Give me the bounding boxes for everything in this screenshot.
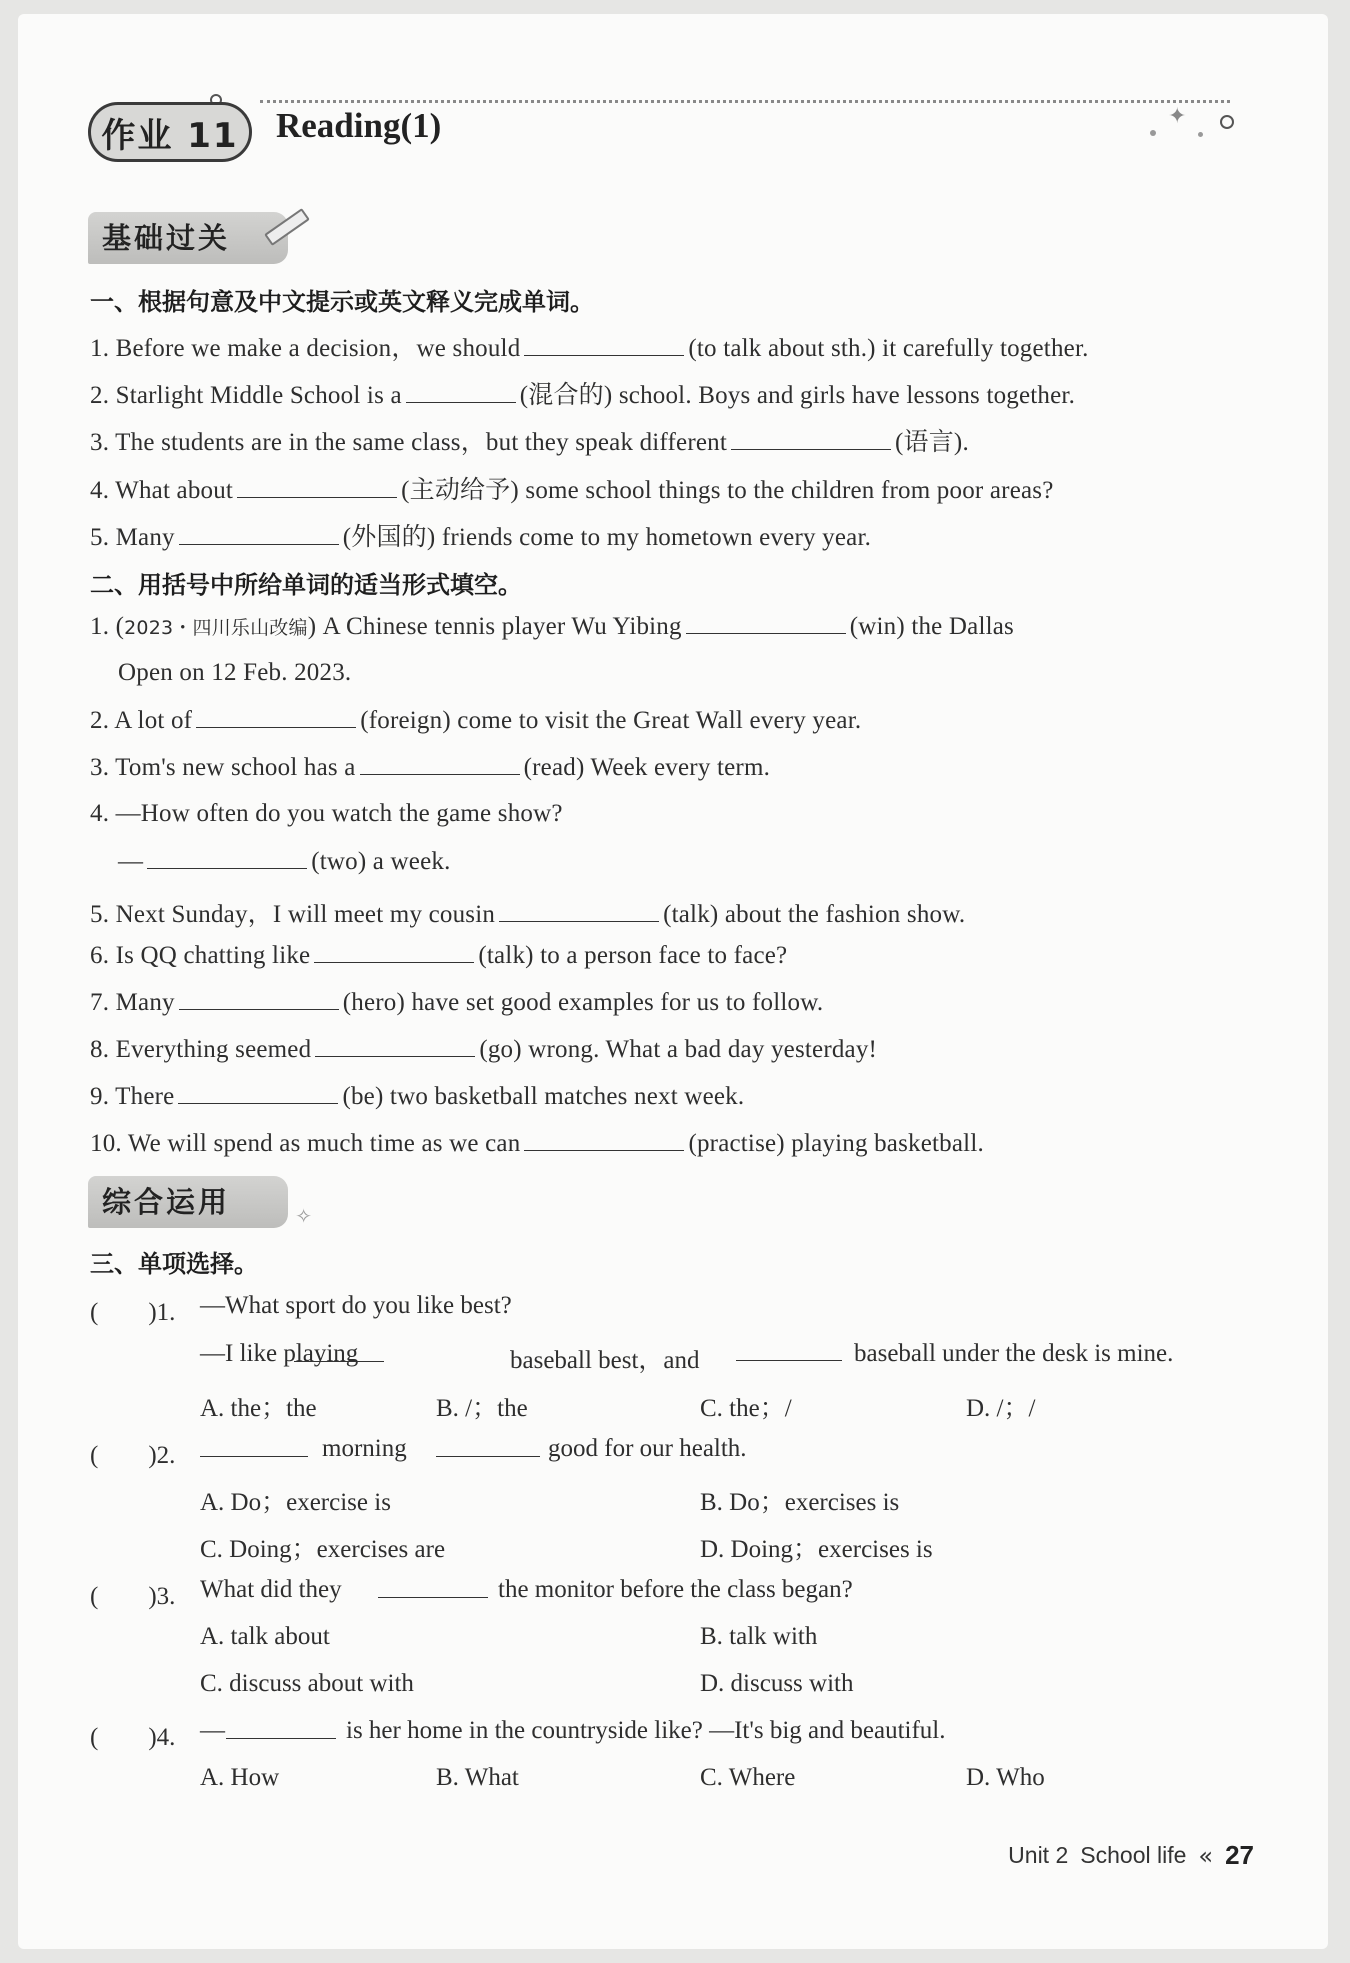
circle-decoration-icon	[1220, 115, 1234, 129]
question-line: 3. Tom's new school has a (read) Week every term.	[90, 754, 771, 781]
option-b[interactable]: B. What	[436, 1764, 519, 1791]
homework-badge: 作业 11	[88, 102, 252, 162]
header-dotted-rule	[260, 100, 1230, 103]
option-b[interactable]: B. talk with	[700, 1623, 818, 1650]
option-b[interactable]: B. /；the	[436, 1395, 528, 1422]
question-line: 1. (2023・四川乐山改编) A Chinese tennis player Wu Yibing (win) the Dallas	[90, 613, 1014, 640]
footer-topic: School life	[1080, 1842, 1187, 1868]
option-c[interactable]: C. Where	[700, 1764, 796, 1791]
question-line: 2. Starlight Middle School is a (混合的) school. Boys and girls have lessons together.	[90, 382, 1076, 409]
option-c[interactable]: C. discuss about with	[200, 1670, 414, 1697]
section-banner-label: 基础过关	[102, 221, 231, 255]
question-stem: baseball best，and	[510, 1347, 700, 1374]
question-line: 4. What about (主动给予) some school things to the children from poor areas?	[90, 477, 1054, 504]
option-d[interactable]: D. /；/	[966, 1395, 1036, 1422]
answer-blank[interactable]	[406, 381, 516, 403]
question-line: — (two) a week.	[118, 848, 451, 875]
page-footer	[1008, 1840, 1254, 1871]
answer-blank[interactable]	[294, 1340, 384, 1362]
answer-blank[interactable]	[226, 1738, 336, 1739]
answer-blank[interactable]	[736, 1360, 842, 1361]
page-number: 27	[1225, 1840, 1254, 1870]
question-line: 10. We will spend as much time as we can (practise) playing basketball.	[90, 1130, 984, 1157]
answer-blank[interactable]	[200, 1456, 308, 1457]
answer-blank[interactable]	[196, 706, 356, 728]
part2-heading: 二、用括号中所给单词的适当形式填空。	[90, 571, 522, 599]
part3-heading: 三、单项选择。	[90, 1250, 258, 1278]
option-d[interactable]: D. discuss with	[700, 1670, 854, 1697]
answer-blank[interactable]	[179, 523, 339, 545]
double-chevron-left-icon: «	[1198, 1841, 1214, 1870]
question-line: 5. Next Sunday，I will meet my cousin (talk) about the fashion show.	[90, 901, 966, 928]
option-b[interactable]: B. Do；exercises is	[700, 1489, 900, 1516]
source-note: 2023・四川乐山改编	[124, 617, 308, 639]
question-stem: What did they	[200, 1576, 342, 1603]
answer-blank[interactable]	[378, 1597, 488, 1598]
question-line: 3. The students are in the same class，but they speak different (语言).	[90, 429, 969, 456]
answer-paren[interactable]: ( )3.	[90, 1583, 176, 1610]
question-stem: —	[200, 1717, 225, 1744]
answer-blank[interactable]	[314, 941, 474, 963]
question-stem: morning	[322, 1435, 407, 1462]
question-line: 1. Before we make a decision，we should (to talk about sth.) it carefully together.	[90, 335, 1089, 362]
dot-decoration	[1198, 132, 1203, 137]
option-d[interactable]: D. Doing；exercises is	[700, 1536, 933, 1563]
question-line: 2. A lot of (foreign) come to visit the Great Wall every year.	[90, 707, 862, 734]
section-banner-basic	[88, 212, 288, 264]
question-stem: good for our health.	[548, 1435, 747, 1462]
option-c[interactable]: C. the；/	[700, 1395, 792, 1422]
option-a[interactable]: A. talk about	[200, 1623, 330, 1650]
answer-paren[interactable]: ( )4.	[90, 1724, 176, 1751]
answer-blank[interactable]	[237, 476, 397, 498]
question-line: 6. Is QQ chatting like (talk) to a person face to face?	[90, 942, 788, 969]
option-c[interactable]: C. Doing；exercises are	[200, 1536, 446, 1563]
page-title: Reading(1)	[276, 106, 442, 145]
answer-paren[interactable]: ( )2.	[90, 1442, 176, 1469]
option-d[interactable]: D. Who	[966, 1764, 1045, 1791]
question-line: 8. Everything seemed (go) wrong. What a bad day yesterday!	[90, 1036, 878, 1063]
answer-blank[interactable]	[179, 988, 339, 1010]
answer-blank[interactable]	[147, 847, 307, 869]
answer-blank[interactable]	[499, 900, 659, 922]
option-a[interactable]: A. How	[200, 1764, 280, 1791]
answer-blank[interactable]	[178, 1082, 338, 1104]
footer-unit: Unit 2	[1008, 1842, 1069, 1868]
answer-blank[interactable]	[360, 753, 520, 775]
answer-blank[interactable]	[686, 612, 846, 634]
answer-blank[interactable]	[315, 1035, 475, 1057]
dot-decoration	[1150, 130, 1156, 136]
question-stem: —What sport do you like best?	[200, 1292, 512, 1319]
question-line: 5. Many (外国的) friends come to my hometown every year.	[90, 524, 872, 551]
question-stem: the monitor before the class began?	[498, 1576, 853, 1603]
question-line-cont: Open on 12 Feb. 2023.	[118, 659, 352, 686]
answer-paren[interactable]: ( )1.	[90, 1299, 176, 1326]
question-line: 4. —How often do you watch the game show?	[90, 800, 563, 827]
question-line: 9. There (be) two basketball matches next week.	[90, 1083, 745, 1110]
question-stem: baseball under the desk is mine.	[854, 1340, 1174, 1367]
question-line: 7. Many (hero) have set good examples for us to follow.	[90, 989, 824, 1016]
question-stem: —I like playing	[200, 1340, 358, 1368]
part1-heading: 一、根据句意及中文提示或英文释义完成单词。	[90, 288, 594, 316]
answer-blank[interactable]	[524, 334, 684, 356]
section-banner-label: 综合运用	[102, 1185, 231, 1219]
question-stem: is her home in the countryside like? —It's big and beautiful.	[346, 1717, 946, 1744]
sparkle-icon: ✦	[1168, 104, 1187, 129]
sparkle-icon: ✧	[295, 1204, 312, 1228]
option-a[interactable]: A. Do；exercise is	[200, 1489, 391, 1516]
section-banner-comprehensive	[88, 1176, 312, 1228]
answer-blank[interactable]	[436, 1456, 540, 1457]
option-a[interactable]: A. the；the	[200, 1395, 317, 1422]
answer-blank[interactable]	[731, 428, 891, 450]
answer-blank[interactable]	[524, 1129, 684, 1151]
